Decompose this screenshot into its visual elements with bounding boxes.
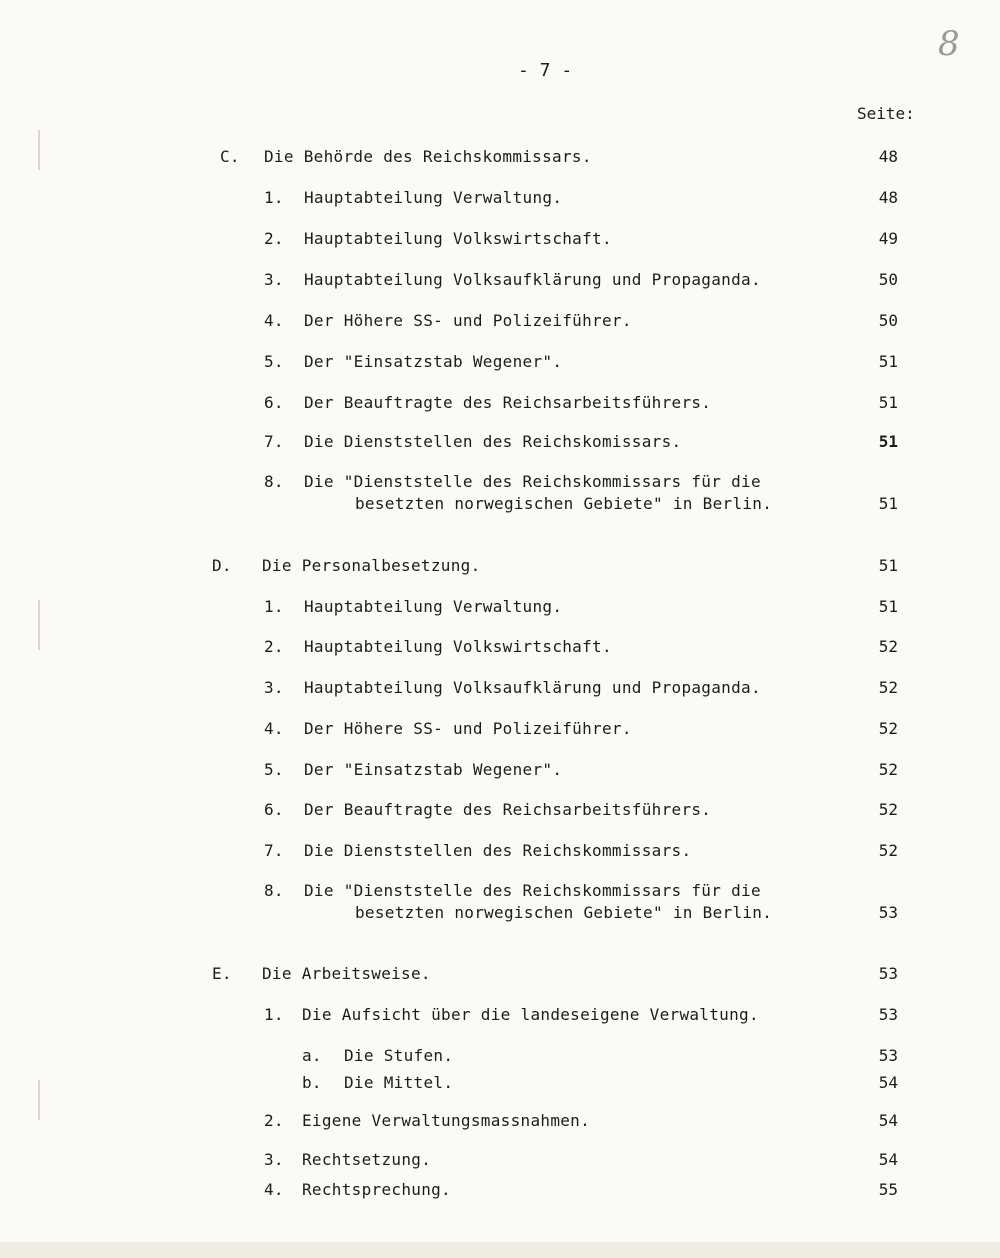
paper-bottom-edge xyxy=(0,1242,1000,1258)
toc-item-number: 7. xyxy=(264,432,284,451)
punch-hole-mark xyxy=(38,600,46,650)
punch-hole-mark xyxy=(38,1080,46,1120)
toc-item-page: 53 xyxy=(878,1005,898,1024)
toc-item-page: 51 xyxy=(878,432,898,451)
toc-item-number: 5. xyxy=(264,760,284,779)
toc-item-page: 52 xyxy=(878,637,898,656)
toc-item-text: Die "Dienststelle des Reichskommissars für die xyxy=(304,881,761,900)
toc-item-number: 1. xyxy=(264,188,284,207)
punch-hole-mark xyxy=(38,130,46,170)
toc-item-page: 51 xyxy=(878,393,898,412)
toc-item-page: 48 xyxy=(878,188,898,207)
toc-item-number: 4. xyxy=(264,311,284,330)
toc-item-text: Die Stufen. xyxy=(344,1046,454,1065)
section-letter: E. xyxy=(212,964,232,983)
toc-item-page: 52 xyxy=(878,678,898,697)
toc-item-page: 52 xyxy=(878,760,898,779)
toc-item-text: Rechtsetzung. xyxy=(302,1150,432,1169)
toc-item-page: 55 xyxy=(878,1180,898,1199)
toc-item-page: 50 xyxy=(878,311,898,330)
toc-item-text-continued: besetzten norwegischen Gebiete" in Berlin. xyxy=(355,903,773,922)
toc-item-page: 53 xyxy=(878,1046,898,1065)
toc-item-number: 6. xyxy=(264,800,284,819)
toc-item-text: Hauptabteilung Verwaltung. xyxy=(304,597,563,616)
toc-item-page: 54 xyxy=(878,1111,898,1130)
section-letter: D. xyxy=(212,556,232,575)
toc-item-text: Eigene Verwaltungsmassnahmen. xyxy=(302,1111,591,1130)
toc-item-number: 4. xyxy=(264,1180,284,1199)
toc-item-page: 51 xyxy=(878,352,898,371)
toc-item-number: 3. xyxy=(264,678,284,697)
section-page: 53 xyxy=(878,964,898,983)
toc-item-page: 50 xyxy=(878,270,898,289)
toc-item-number: 2. xyxy=(264,229,284,248)
seite-label: Seite: xyxy=(857,104,915,123)
toc-item-number: 4. xyxy=(264,719,284,738)
section-title: Die Behörde des Reichskommissars. xyxy=(264,147,592,166)
toc-item-number: 2. xyxy=(264,637,284,656)
toc-item-page: 54 xyxy=(878,1150,898,1169)
toc-item-number: 2. xyxy=(264,1111,284,1130)
toc-item-page: 52 xyxy=(878,719,898,738)
toc-item-number: 3. xyxy=(264,270,284,289)
toc-item-page: 52 xyxy=(878,800,898,819)
section-page: 48 xyxy=(878,147,898,166)
toc-item-page: 49 xyxy=(878,229,898,248)
toc-item-text: Der Höhere SS- und Polizeiführer. xyxy=(304,719,632,738)
toc-item-number: 6. xyxy=(264,393,284,412)
toc-item-text: Der Beauftragte des Reichsarbeitsführers. xyxy=(304,393,712,412)
pencil-page-mark: 8 xyxy=(938,24,960,64)
toc-item-text: Der Höhere SS- und Polizeiführer. xyxy=(304,311,632,330)
toc-item-number: 7. xyxy=(264,841,284,860)
toc-item-text: Der "Einsatzstab Wegener". xyxy=(304,352,563,371)
section-title: Die Arbeitsweise. xyxy=(262,964,431,983)
toc-item-text: Hauptabteilung Volkswirtschaft. xyxy=(304,229,612,248)
toc-item-page: 54 xyxy=(878,1073,898,1092)
toc-item-text: Der "Einsatzstab Wegener". xyxy=(304,760,563,779)
section-letter: C. xyxy=(220,147,240,166)
toc-item-page: 51 xyxy=(878,597,898,616)
toc-item-text: Die Aufsicht über die landeseigene Verwaltung. xyxy=(302,1005,759,1024)
toc-item-text: Die Dienststellen des Reichskommissars. xyxy=(304,841,692,860)
toc-item-text: Die "Dienststelle des Reichskommissars für die xyxy=(304,472,761,491)
toc-item-number: 1. xyxy=(264,1005,284,1024)
toc-subitem-letter: a. xyxy=(302,1046,322,1065)
toc-item-number: 5. xyxy=(264,352,284,371)
toc-item-text: Rechtsprechung. xyxy=(302,1180,451,1199)
toc-item-text: Hauptabteilung Volksaufklärung und Propaganda. xyxy=(304,270,761,289)
toc-item-number: 3. xyxy=(264,1150,284,1169)
toc-item-text: Hauptabteilung Volkswirtschaft. xyxy=(304,637,612,656)
toc-item-page: 53 xyxy=(878,903,898,922)
section-title: Die Personalbesetzung. xyxy=(262,556,481,575)
toc-item-page: 52 xyxy=(878,841,898,860)
toc-subitem-letter: b. xyxy=(302,1073,322,1092)
section-page: 51 xyxy=(878,556,898,575)
page-number: - 7 - xyxy=(518,60,573,81)
toc-item-number: 8. xyxy=(264,881,284,900)
toc-item-text: Der Beauftragte des Reichsarbeitsführers. xyxy=(304,800,712,819)
toc-item-number: 8. xyxy=(264,472,284,491)
toc-item-text: Hauptabteilung Verwaltung. xyxy=(304,188,563,207)
toc-item-text: Die Mittel. xyxy=(344,1073,454,1092)
toc-item-text-continued: besetzten norwegischen Gebiete" in Berlin. xyxy=(355,494,773,513)
toc-item-page: 51 xyxy=(878,494,898,513)
toc-item-text: Hauptabteilung Volksaufklärung und Propaganda. xyxy=(304,678,761,697)
toc-item-text: Die Dienststellen des Reichskomissars. xyxy=(304,432,682,451)
toc-item-number: 1. xyxy=(264,597,284,616)
